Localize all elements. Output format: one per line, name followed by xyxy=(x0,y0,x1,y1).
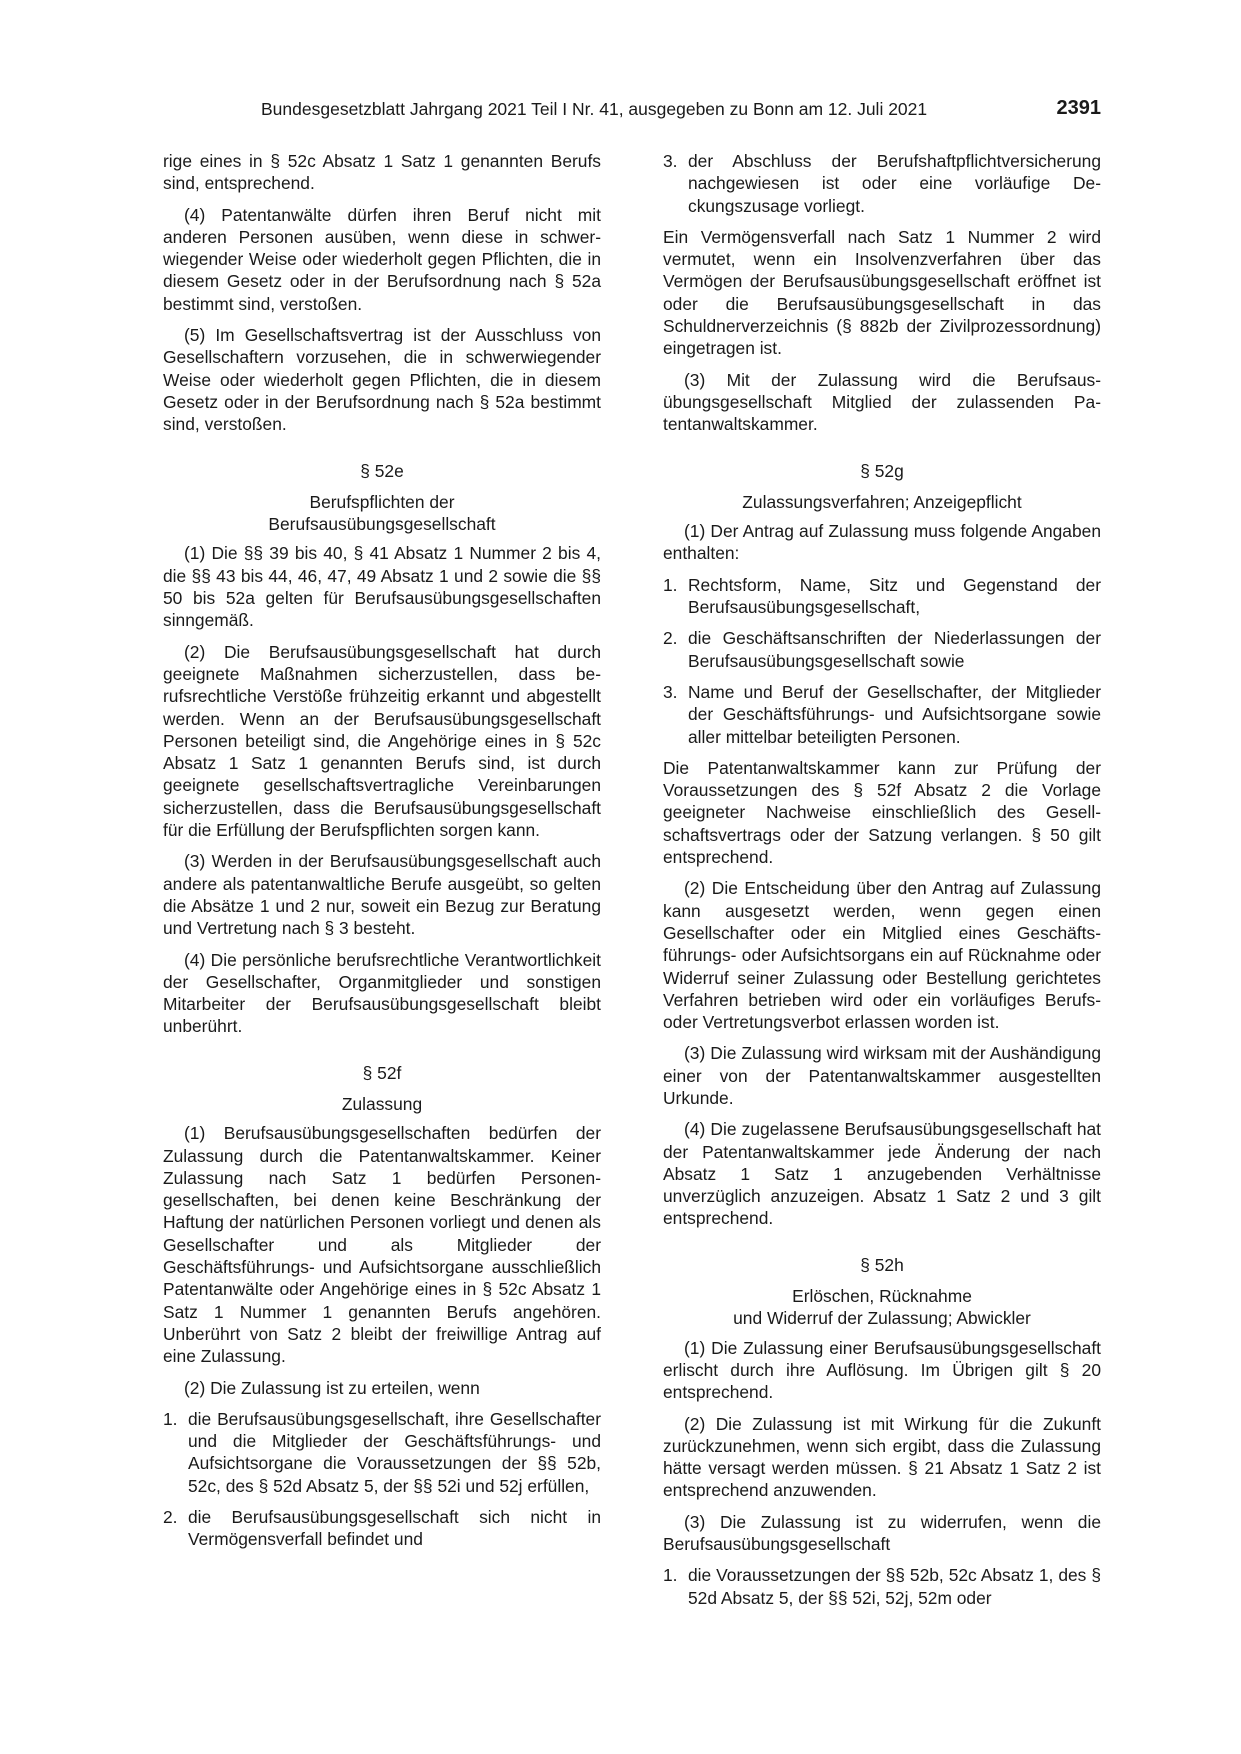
paragraph: (4) Die zugelassene Berufsausübungsgesellschaft hat der Patentanwaltskammer jede Änderung der nach Absatz 1 Satz 1 anzugebenden Verhältnisse unverzüglich anzuzeigen. Absatz 1 Satz 2 und 3 gilt entsprechend. xyxy=(663,1119,1101,1229)
running-head: Bundesgesetzblatt Jahrgang 2021 Teil I Nr. 41, ausgegeben zu Bonn am 12. Juli 2021 xyxy=(261,99,928,119)
paragraph: (3) Die Zulassung wird wirksam mit der Aushändigung einer von der Patentanwaltskammer ausgestellten Urkunde. xyxy=(663,1043,1101,1108)
paragraph: (2) Die Berufsausübungsgesellschaft hat durch geeignete Maßnahmen sicherzustellen, dass berufsrechtliche Verstöße frühzeitig erkannt und abgestellt werden. Wenn an der Berufsausübungsgesellschaft Personen beteiligt sind, die Angehörige eines in § 52c Absatz 1 Satz 1 genannten Berufs sind, ist durch geeignete gesellschaftsvertragliche Vereinbarungen sicherzustellen, dass die Berufsausübungsgesellschaft für die Erfüllung der Berufspflichten sorgen kann. xyxy=(163,641,601,841)
page-header xyxy=(163,99,1101,127)
list-item xyxy=(663,681,1101,748)
paragraph: (3) Mit der Zulassung wird die Berufsausübungsgesellschaft Mitglied der zulassenden Patentanwaltskammer. xyxy=(663,369,1101,435)
paragraph: Die Patentanwaltskammer kann zur Prüfung der Voraussetzungen des § 52f Absatz 2 die Vorlage geeigneter Nachweise einschließlich des Gesellschaftsvertrags oder der Satzung verlangen. § 50 gilt entsprechend. xyxy=(663,757,1101,868)
paragraph: (3) Werden in der Berufsausübungsgesellschaft auch andere als patentanwaltliche Berufe ausgeübt, so gelten die Absätze 1 und 2 nur, soweit ein Bezug zur Beratung und Vertretung nach § 3 besteht. xyxy=(163,851,601,939)
section-title-line: Berufsausübungsgesellschaft xyxy=(268,514,496,535)
paragraph: (1) Die §§ 39 bis 40, § 41 Absatz 1 Nummer 2 bis 4, die §§ 43 bis 44, 46, 47, 49 Absatz 1 und 2 sowie die §§ 50 bis 52a gelten für Berufsausübungsgesellschaften sinngemäß. xyxy=(163,543,601,631)
paragraph: (5) Im Gesellschaftsvertrag ist der Ausschluss von Gesellschaftern vorzusehen, die in schwerwiegender Weise oder wiederholt gegen Pflichten, die in diesem Gesetz oder in der Berufsordnung nach § 52a bestimmt sind, verstoßen. xyxy=(163,325,601,435)
section-title xyxy=(163,491,601,536)
list-item-number: 2. xyxy=(163,1507,178,1528)
paragraph: (1) Die Zulassung einer Berufsausübungsgesellschaft erlischt durch ihre Auflösung. Im Übrigen gilt § 20 entsprechend. xyxy=(663,1337,1101,1403)
section-title-line: und Widerruf der Zulassung; Abwickler xyxy=(733,1308,1031,1329)
list-item-number: 2. xyxy=(663,628,678,649)
section-title-line: Erlöschen, Rücknahme xyxy=(792,1286,972,1307)
paragraph: (2) Die Zulassung ist zu erteilen, wenn xyxy=(184,1377,480,1398)
paragraph: (1) Der Antrag auf Zulassung muss folgende Angaben enthalten: xyxy=(663,521,1101,564)
list-item-text: die Berufsausübungsgesellschaft sich nicht in Vermögensverfall befindet und xyxy=(188,1507,601,1550)
list-item-number: 3. xyxy=(663,681,678,702)
paragraph: (4) Patentanwälte dürfen ihren Beruf nicht mit anderen Personen ausüben, wenn diese in schwerwiegender Weise oder wiederholt gegen Pflichten, die in diesem Gesetz oder in der Berufsordnung nach § 52a bestimmt sind, verstoßen. xyxy=(163,204,601,314)
section-number: § 52f xyxy=(362,1062,402,1083)
list-item-number: 3. xyxy=(663,151,678,171)
list-item xyxy=(663,1564,1101,1609)
section-number: § 52h xyxy=(860,1254,904,1275)
paragraph: (2) Die Zulassung ist mit Wirkung für die Zukunft zurückzunehmen, wenn sich ergibt, dass die Zulassung hätte versagt werden müssen. § 21 Absatz 1 Satz 2 ist entsprechend anzuwenden. xyxy=(663,1413,1101,1501)
list-item xyxy=(663,574,1101,619)
right-column xyxy=(663,150,1101,1618)
paragraph: (2) Die Entscheidung über den Antrag auf Zulassung kann ausgesetzt werden, wenn gegen einen Gesellschafter oder ein Mitglied eines Geschäftsführungs- oder Aufsichtsorgans ein auf Rücknahme oder Widerruf seiner Zulassung oder Bestellung gerichtetes Verfahren betrieben wird oder ein vorläufiges Berufs- oder Vertretungsverbot erlassen worden ist. xyxy=(663,878,1101,1033)
list-item xyxy=(163,1506,601,1551)
list-item xyxy=(163,1408,601,1497)
section-number: § 52e xyxy=(360,460,404,481)
list-item-text: die Voraussetzungen der §§ 52b, 52c Absatz 1, des § 52d Absatz 5, der §§ 52i, 52j, 52m oder xyxy=(688,1565,1101,1608)
list-item xyxy=(663,627,1101,672)
paragraph: (3) Die Zulassung ist zu widerrufen, wenn die Berufsausübungsgesellschaft xyxy=(663,1511,1101,1555)
section-number: § 52g xyxy=(860,460,904,481)
section-title: Zulassung xyxy=(341,1093,423,1114)
section-title xyxy=(663,1285,1101,1330)
list-item-text: Rechtsform, Name, Sitz und Gegenstand der Berufsausübungsgesellschaft, xyxy=(688,574,1101,618)
list-item-number: 1. xyxy=(163,1408,178,1429)
section-title: Zulassungsverfahren; Anzeigepflicht xyxy=(742,491,1022,512)
page-number: 2391 xyxy=(1056,97,1101,119)
list-item xyxy=(663,150,1101,217)
section-title-line: Berufspflichten der xyxy=(309,491,455,512)
list-item-text: die Geschäftsanschriften der Niederlassungen der Berufsausübungsgesellschaft sowie xyxy=(688,628,1101,671)
paragraph: (4) Die persönliche berufsrechtliche Verantwortlichkeit der Gesellschafter, Organmitglieder und sonstigen Mitarbeiter der Berufsausübungsgesellschaft bleibt unberührt. xyxy=(163,949,601,1037)
list-item-text: die Berufsausübungsgesellschaft, ihre Gesellschafter und die Mitglieder der Geschäftsführungs- und Aufsichtsorgane die Voraussetzungen der §§ 52b, 52c, des § 52d Absatz 5, der §§ 52i und 52j erfüllen, xyxy=(188,1408,601,1496)
list-item-text: der Abschluss der Berufshaftpflichtversicherung nachgewiesen ist oder eine vorläufige Deckungszusage vorliegt. xyxy=(688,151,1101,216)
paragraph: (1) Berufsausübungsgesellschaften bedürfen der Zulassung durch die Patentanwaltskammer. Keiner Zulassung nach Satz 1 bedürfen Personengesellschaften, bei denen keine Beschränkung der Haftung der natürlichen Personen vorliegt und denen als Gesellschafter und als Mitglieder der Geschäftsführungs- und Aufsichtsorgane ausschließlich Patentanwälte oder Angehörige eines in § 52c Absatz 1 Satz 1 Nummer 1 genannten Berufs angehören. Unberührt von Satz 2 bleibt der freiwillige Antrag auf eine Zulassung. xyxy=(163,1123,601,1367)
list-item-text: Name und Beruf der Gesellschafter, der Mitglieder der Geschäftsführungs- und Aufsichtsorgane sowie aller mittelbar beteiligten Personen. xyxy=(688,681,1101,747)
list-item-number: 1. xyxy=(663,1565,678,1586)
left-column xyxy=(163,150,601,1560)
paragraph: rige eines in § 52c Absatz 1 Satz 1 genannten Berufs sind, entsprechend. xyxy=(163,151,601,194)
list-item-number: 1. xyxy=(663,574,678,595)
paragraph: Ein Vermögensverfall nach Satz 1 Nummer 2 wird vermutet, wenn ein Insolvenzverfahren über das Vermögen der Berufsausübungsgesellschaft eröffnet ist oder die Berufsausübungsgesellschaft in das Schuldnerverzeichnis (§ 882b der Zivilprozessordnung) eingetragen ist. xyxy=(663,226,1101,359)
